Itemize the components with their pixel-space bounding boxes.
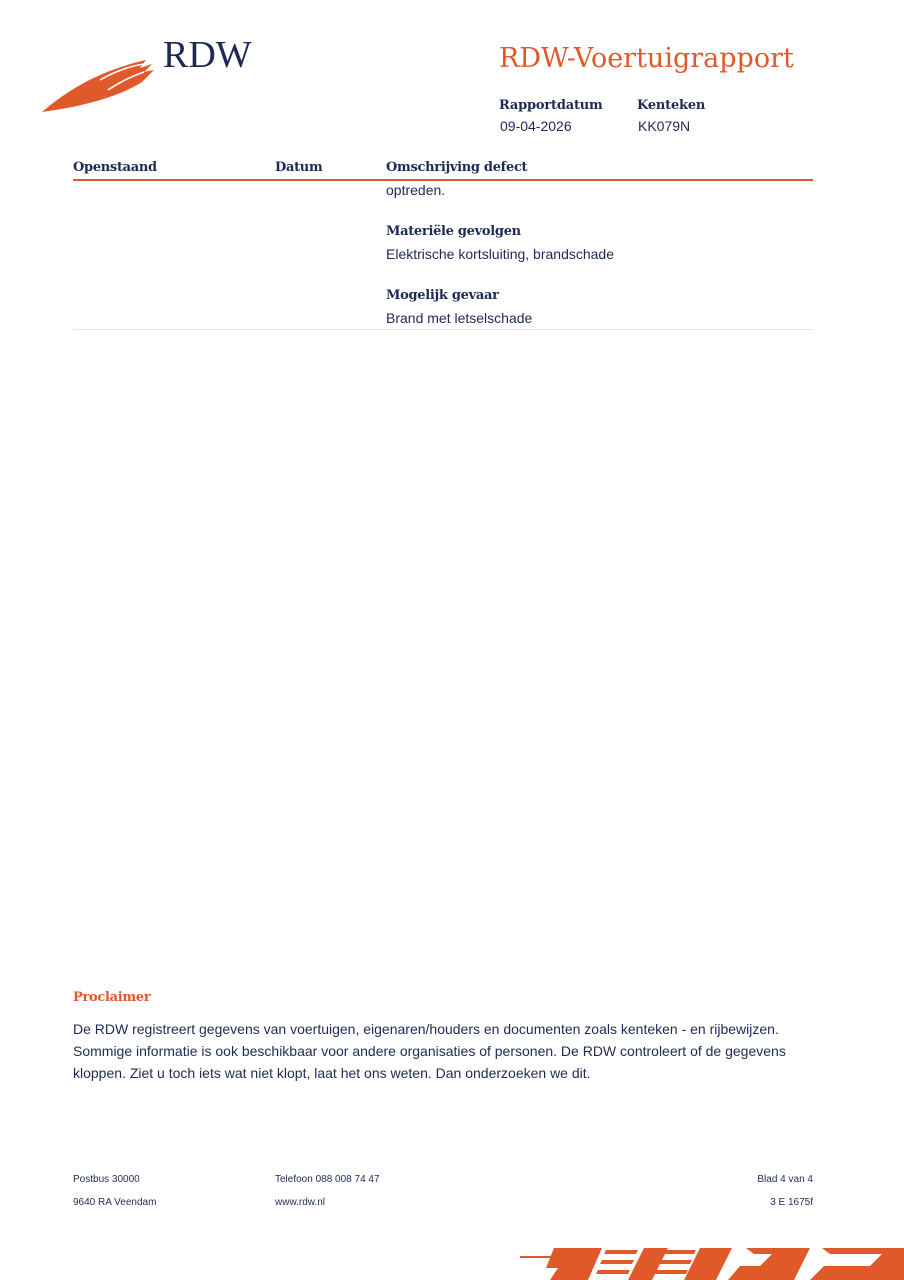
footer-document-code: 3 E 1675f <box>770 1197 813 1208</box>
column-header-datum: Datum <box>275 160 323 175</box>
possible-danger-value: Brand met letselschade <box>386 310 533 326</box>
proclaimer-line: De RDW registreert gegevens van voertuigen, eigenaren/houders en documenten zoals kenteken - en rijbewijzen. <box>73 1021 779 1037</box>
proclaimer-title: Proclaimer <box>73 990 151 1005</box>
column-header-openstaand: Openstaand <box>73 160 157 175</box>
footer-page-number: Blad 4 van 4 <box>757 1174 813 1185</box>
footer-address-line-2: 9640 RA Veendam <box>73 1197 157 1208</box>
table-header-divider <box>73 179 813 181</box>
possible-danger-label: Mogelijk gevaar <box>386 288 499 303</box>
column-header-omschrijving: Omschrijving defect <box>386 160 528 175</box>
footer-phone: Telefoon 088 008 74 47 <box>275 1174 380 1185</box>
report-date-value: 09-04-2026 <box>500 118 572 134</box>
material-consequences-label: Materiële gevolgen <box>386 224 521 239</box>
table-row-divider <box>73 329 813 330</box>
footer-address-line-1: Postbus 30000 <box>73 1174 140 1185</box>
footer-website[interactable]: www.rdw.nl <box>275 1197 326 1208</box>
plate-value: KK079N <box>638 118 691 134</box>
proclaimer-body <box>73 1018 813 1084</box>
report-title: RDW-Voertuigrapport <box>499 43 794 74</box>
proclaimer-line: Sommige informatie is ook beschikbaar voor andere organisaties of personen. De RDW controleert of de gegevens <box>73 1043 786 1059</box>
report-date-label: Rapportdatum <box>499 98 603 113</box>
plate-label: Kenteken <box>637 98 706 113</box>
defect-description-continuation: optreden. <box>386 182 446 198</box>
brand-name: RDW <box>163 34 252 76</box>
proclaimer-line: kloppen. Ziet u toch iets wat niet klopt, laat het ons weten. Dan onderzoeken we dit. <box>73 1065 591 1081</box>
decorative-stripes-icon <box>510 1240 904 1280</box>
material-consequences-value: Elektrische kortsluiting, brandschade <box>386 246 615 262</box>
